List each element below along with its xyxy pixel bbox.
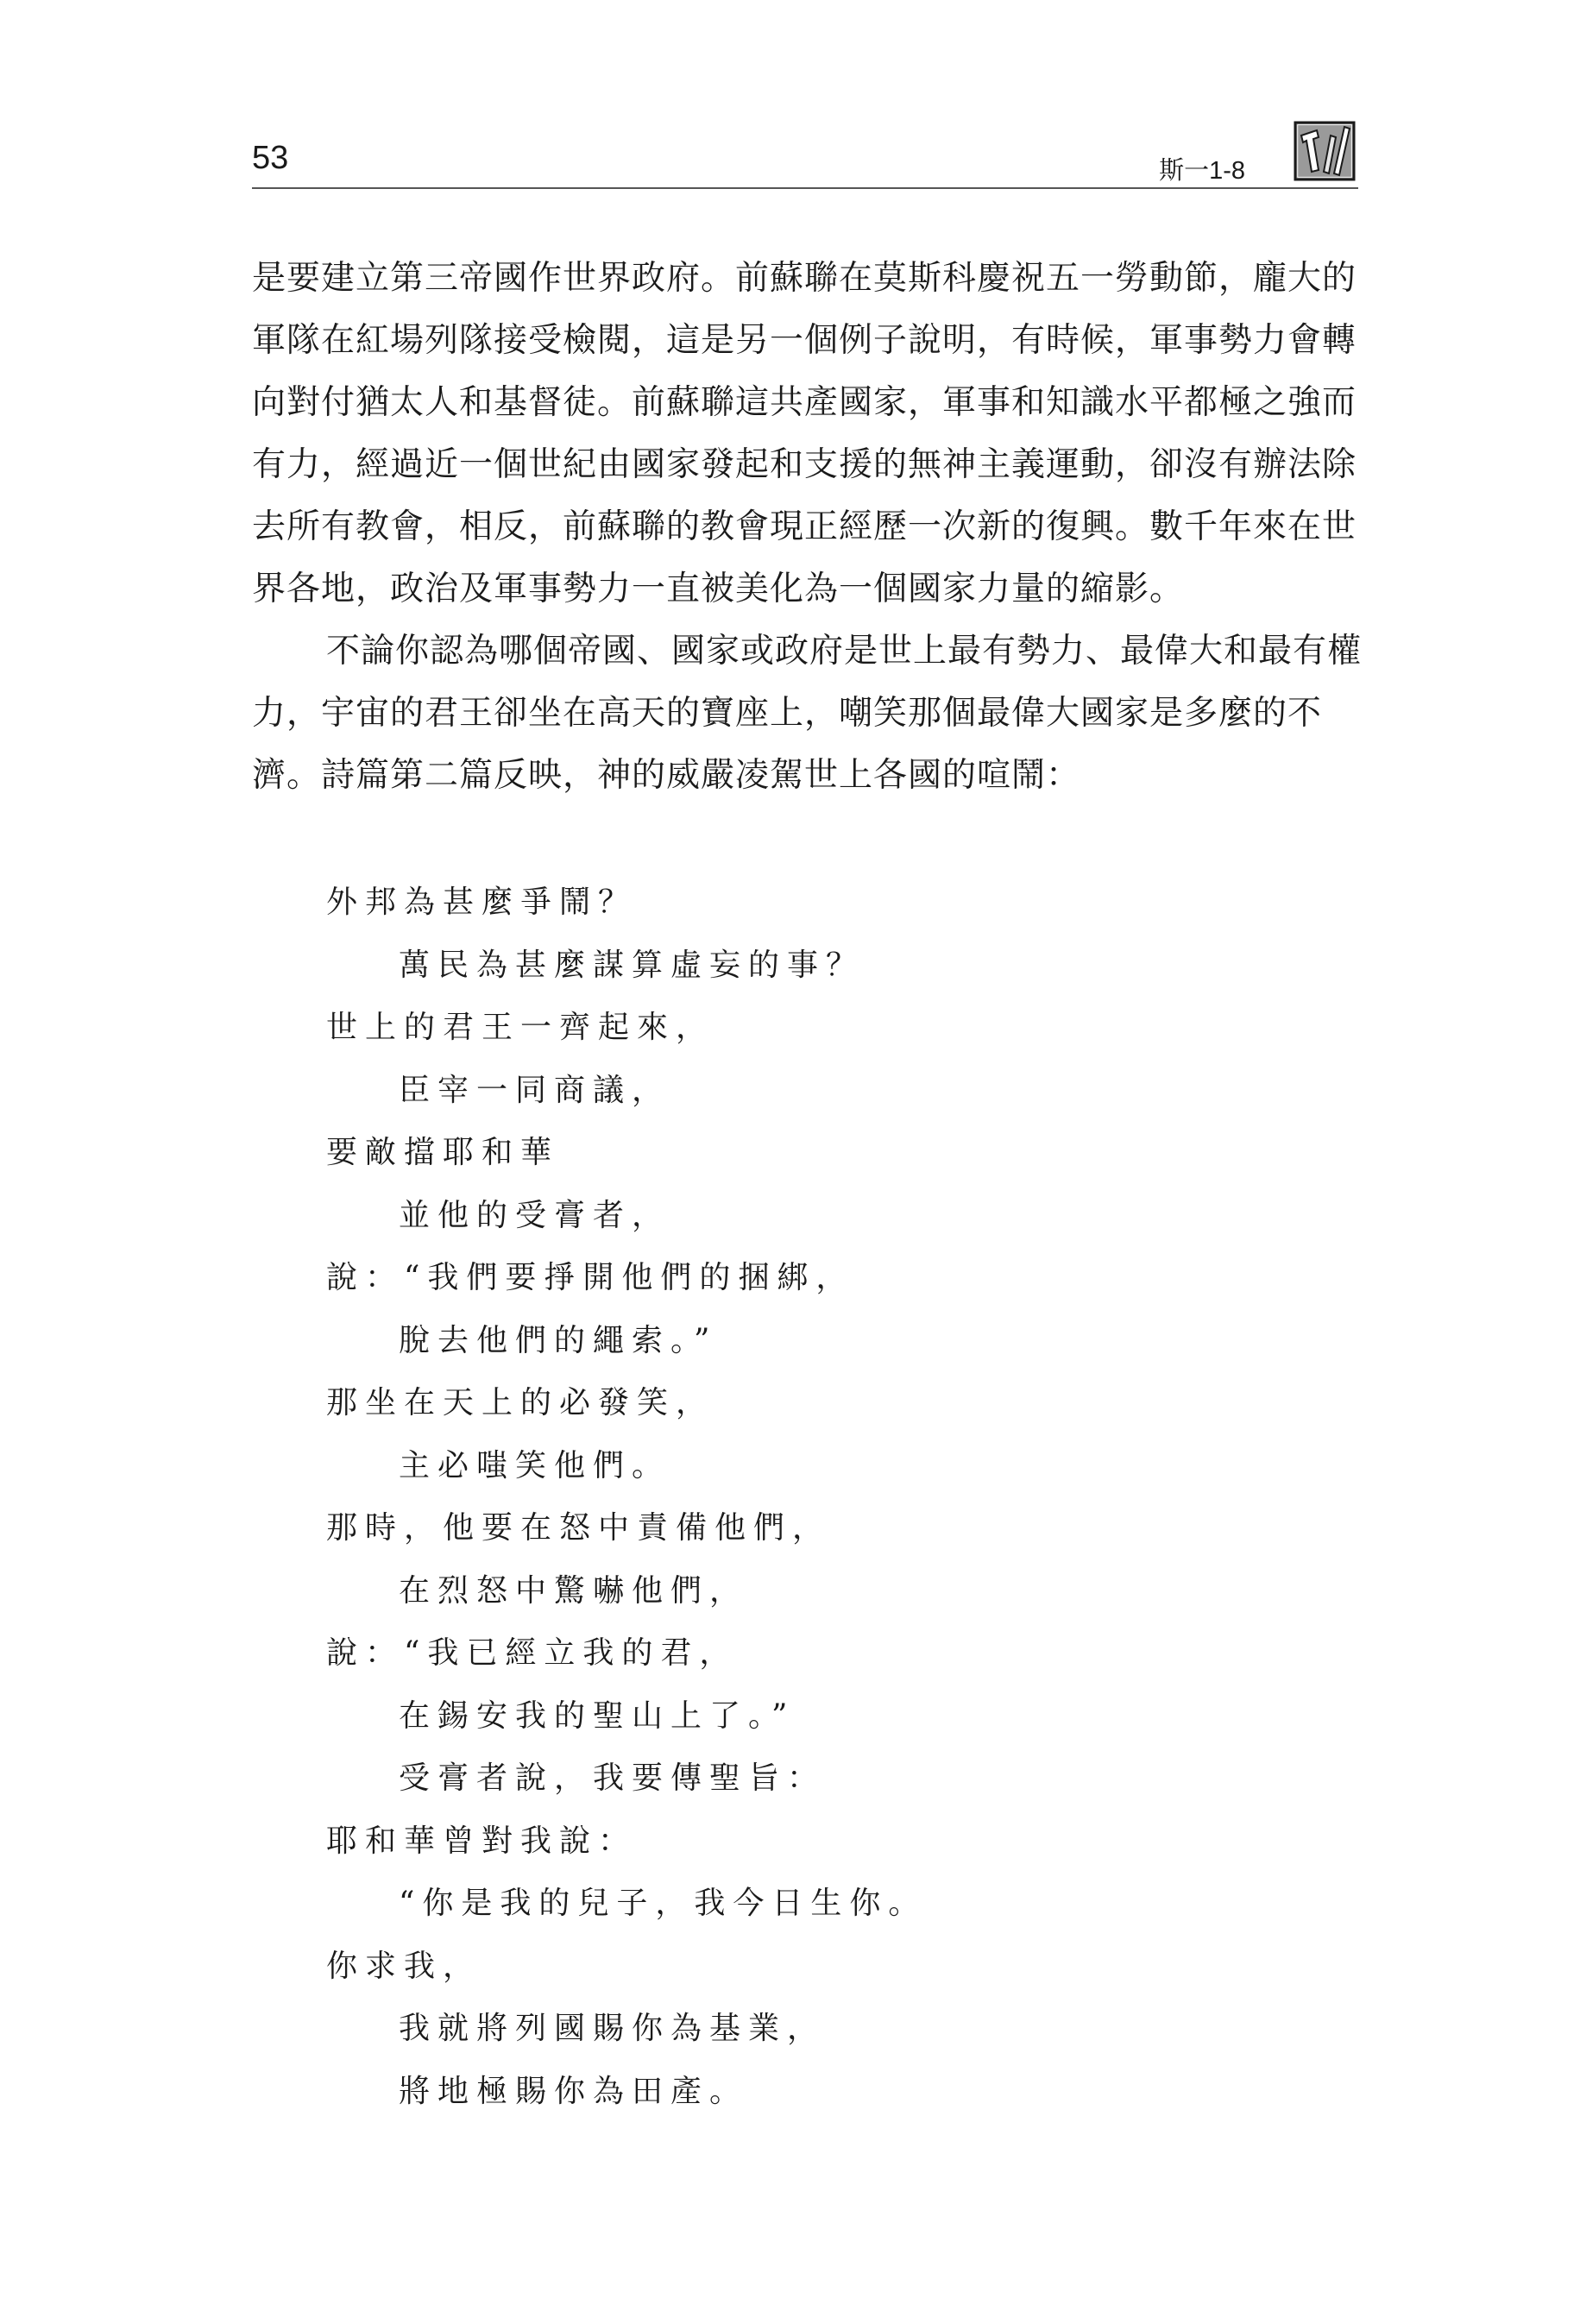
verse-line: 脫去他們的繩索。” <box>399 1322 718 1358</box>
paragraph: 是要建立第三帝國作世界政府。前蘇聯在莫斯科慶祝五一勞動節，龐大的軍隊在紅場列隊接受檢閱，這是另一個例子說明，有時候，軍事勢力會轉向對付猶太人和基督徒。前蘇聯這共產國家，軍事和知識水平都極之強而有力，經過近一個世紀由國家發起和支援的無神主義運動，卻沒有辦法除去所有教會，相反，前蘇聯的教會現正經歷一次新的復興。數千年來在世界各地，政治及軍事勢力一直被美化為一個國家力量的縮影。 <box>252 259 1357 608</box>
verse-line: 主必嗤笑他們。 <box>399 1447 671 1483</box>
header-rule <box>252 187 1358 189</box>
paragraph: 不論你認為哪個帝國、國家或政府是世上最有勢力、最偉大和最有權力，宇宙的君王卻坐在高天的寶座上，嘲笑那個最偉大國家是多麼的不濟。詩篇第二篇反映，神的威嚴凌駕世上各國的喧鬧： <box>252 632 1363 795</box>
verse-line: 說：“我已經立我的君， <box>326 1635 739 1671</box>
prose-body <box>252 248 1365 807</box>
verse-line: 受膏者說，我要傳聖旨： <box>399 1760 827 1796</box>
verse-line: 在烈怒中驚嚇他們， <box>399 1572 749 1609</box>
page-number: 53 <box>252 140 289 176</box>
verse-line: 那時，他要在怒中責備他們， <box>326 1510 832 1546</box>
verse-line: 那坐在天上的必發笑， <box>326 1385 715 1420</box>
verse-line: 世上的君王一齊起來， <box>326 1010 715 1045</box>
verse-line: 我就將列國賜你為基業， <box>399 2011 827 2046</box>
verse-line: 並他的受膏者， <box>399 1197 671 1233</box>
verse-line: 你求我， <box>326 1948 482 1984</box>
verse-line: 臣宰一同商議， <box>399 1072 671 1108</box>
verse-line: “你是我的兒子，我今日生你。 <box>399 1886 928 1921</box>
verse-line: 說：“我們要掙開他們的捆綁， <box>326 1260 855 1295</box>
scripture-quote <box>326 872 1275 2123</box>
verse-line: 耶和華曾對我說： <box>326 1823 638 1859</box>
verse-line: 外邦為甚麼爭鬧？ <box>326 885 638 920</box>
chapter-reference: 斯一1-8 <box>1159 157 1245 185</box>
verse-line: 萬民為甚麼謀算虛妄的事？ <box>399 947 866 983</box>
verse-line: 在錫安我的聖山上了。” <box>399 1697 796 1734</box>
verse-line: 將地極賜你為田產。 <box>399 2073 749 2109</box>
tools-icon <box>1293 118 1357 182</box>
verse-line: 要敵擋耶和華 <box>326 1135 560 1170</box>
